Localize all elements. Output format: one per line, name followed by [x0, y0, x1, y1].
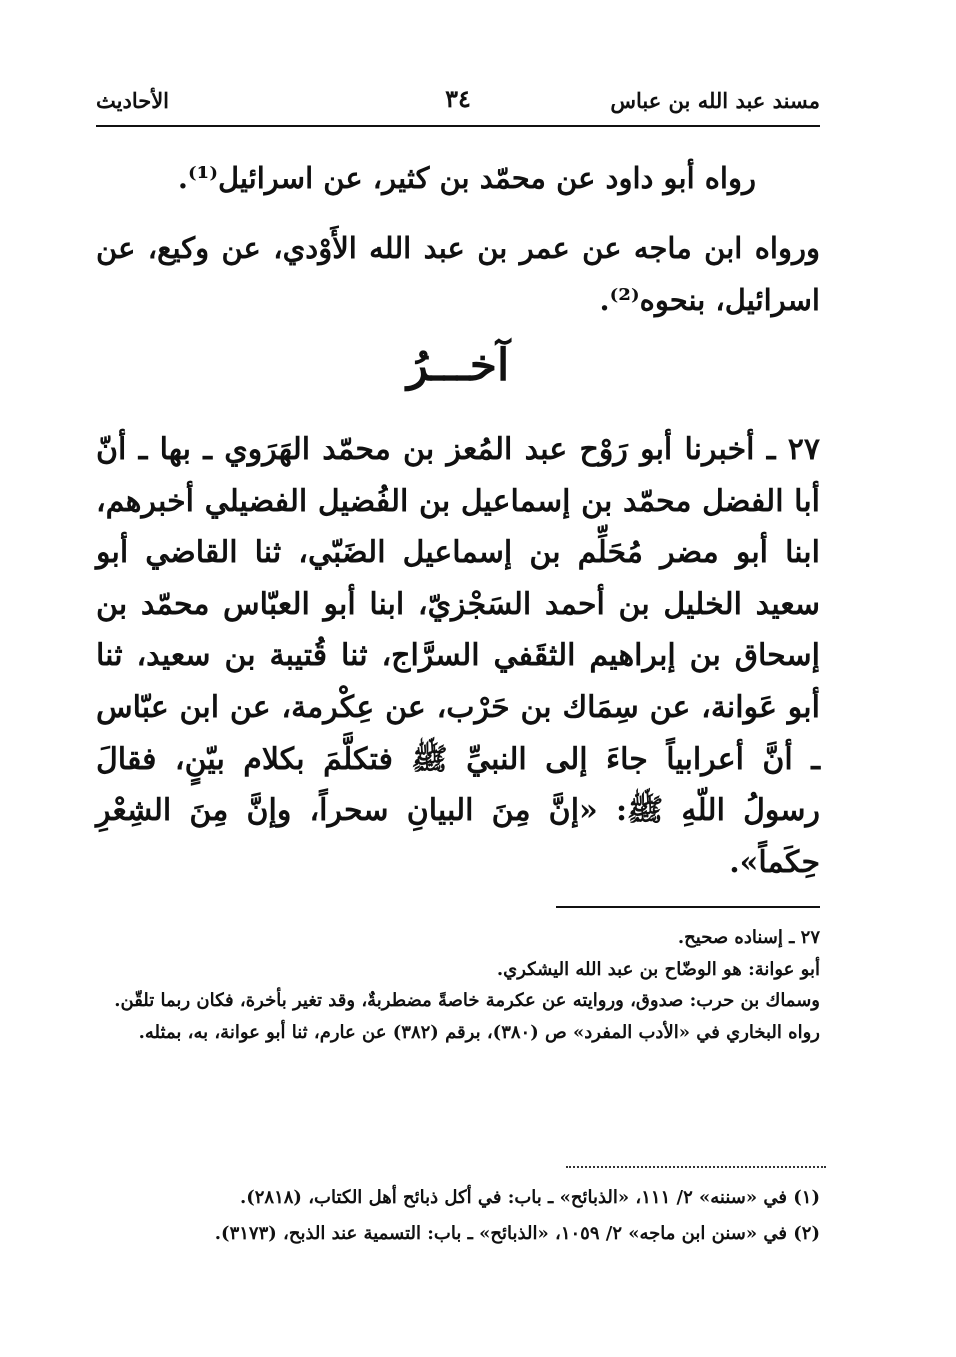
footnote-rule — [556, 906, 820, 908]
page-header — [96, 80, 820, 120]
paragraph-ibn-majah: ورواه ابن ماجه عن عمر بن عبد الله الأَوْدي، عن وكيع، عن اسرائيل، بنحوه⁽²⁾. — [96, 231, 820, 317]
footnotes — [96, 1180, 820, 1252]
section-title: آخـــرُ — [406, 340, 510, 391]
hadith-commentary — [96, 922, 820, 1048]
footnote-2: (٢) في «سنن ابن ماجه» ٢/ ١٠٥٩، «الذبائح» ـ باب: التسمية عند الذبح، (٣١٧٣). — [214, 1223, 820, 1244]
commentary-line: وسماك بن حرب: صدوق، وروايته عن عكرمة خاصةً مضطربةٌ، وقد تغير بأخرة، فكان ربما تلقّن. — [114, 990, 820, 1011]
commentary-line: ٢٧ ـ إسناده صحيح. — [677, 927, 820, 948]
hadith-27-text: ٢٧ ـ أخبرنا أبو رَوْح عبد المُعز بن محمّد الهَرَوي ـ بها ـ أنّ أبا الفضل محمّد بن إسماعيل بن الفُضيل الفضيلي أخبرهم، ابنا أبو مضر مُحَلِّم بن إسماعيل الضَبّي، ثنا القاضي أبو سعيد الخليل بن أحمد السَجْزيّ، ابنا أبو العبّاس محمّد بن إسحاق بن إبراهيم الثقَفي السرَّاج، ثنا قُتيبة بن سعيد، ثنا أبو عَوانة، عن سِمَاك بن حَرْب، عن عِكْرمة، عن ابن عبّاس ـ أنَّ أعرابياً جاءَ إلى النبيِّ ﷺ فتكلَّمَ بكلام بيّنٍ، فقالَ رسولُ اللّهِ ﷺ: «إنَّ مِنَ البيانِ سحراً، وإنَّ مِنَ الشِعْرِ حِكَماً». — [96, 432, 820, 880]
running-head-book-title: مسند عبد الله بن عباس — [610, 88, 820, 113]
footnote-1: (١) في «سننه» ٢/ ١١١، «الذبائح» ـ باب: في أكل ذبائح أهل الكتاب، (٢٨١٨). — [239, 1187, 820, 1208]
header-rule — [96, 125, 820, 127]
paragraph-abu-dawud: رواه أبو داود عن محمّد بن كثير، عن اسرائيل⁽¹⁾. — [177, 161, 756, 195]
running-head-section: الأحاديث — [96, 88, 170, 113]
commentary-line: أبو عوانة: هو الوضّاح بن عبد الله اليشكري. — [496, 958, 820, 980]
commentary-line: رواه البخاري في «الأدب المفرد» ص (٣٨٠)، برقم (٣٨٢) عن عارم، ثنا أبو عوانة، به، بمثله. — [138, 1021, 820, 1043]
footnote-separator — [566, 1166, 826, 1168]
page-number: ٣٤ — [445, 84, 471, 113]
